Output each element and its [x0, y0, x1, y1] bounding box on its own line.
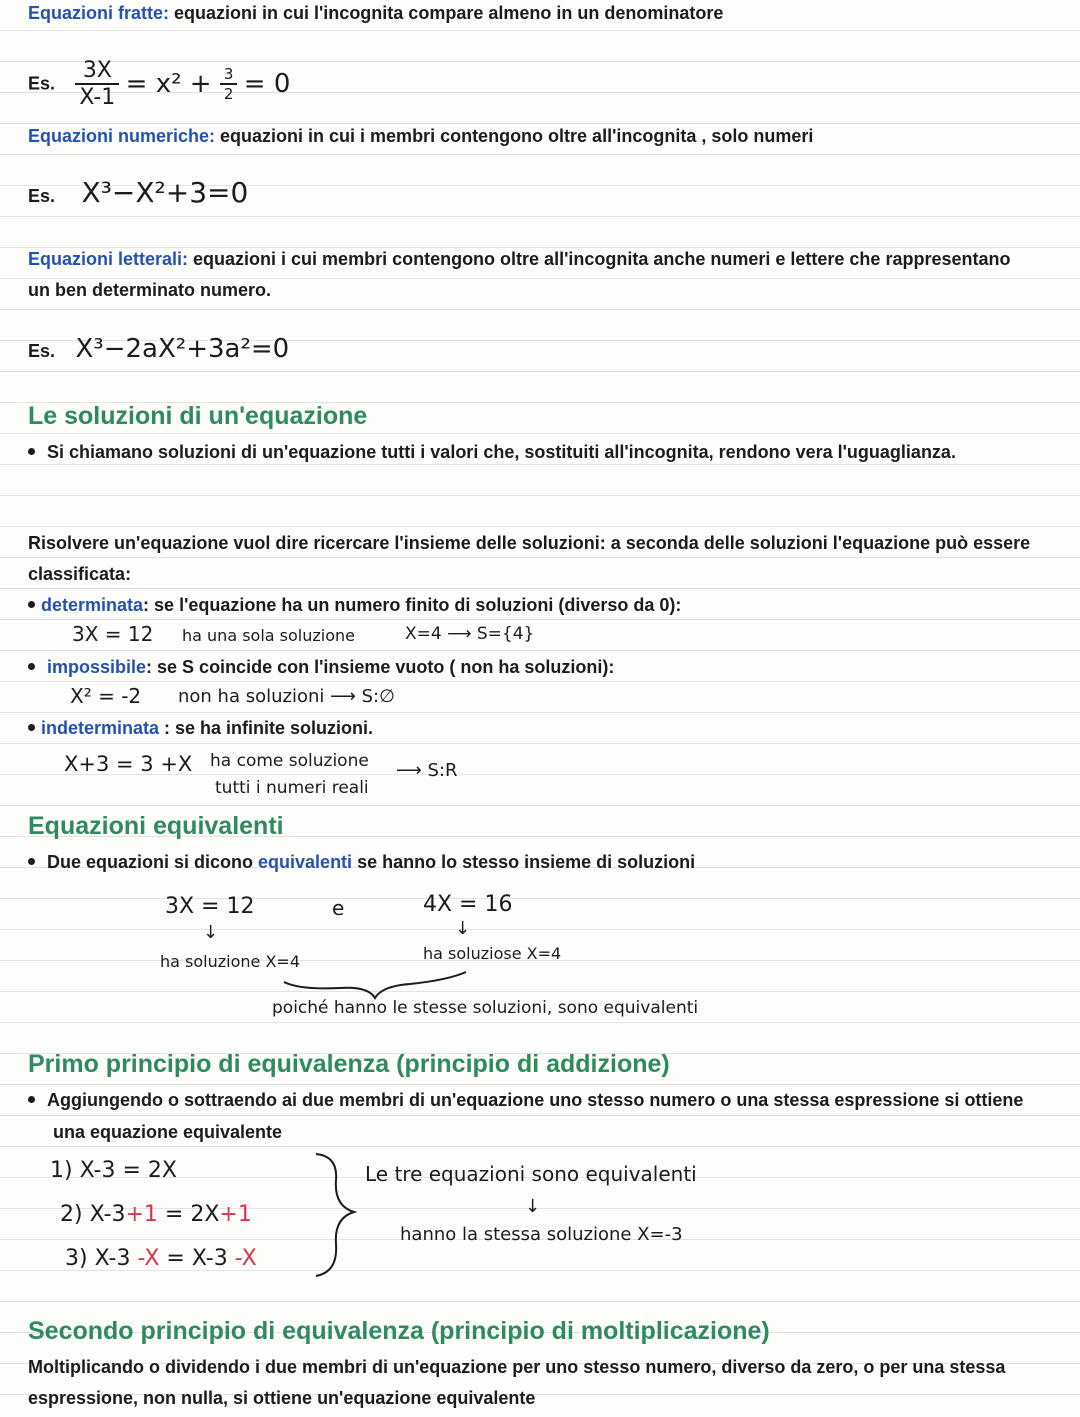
determinata-example: 3X = 12 — [72, 622, 154, 646]
determinata-result: X=4 ⟶ S={4} — [405, 624, 535, 644]
letterali-term: Equazioni letterali: — [28, 249, 189, 269]
bullet-dot — [28, 601, 35, 608]
primo-note-2: hanno la stessa soluzione X=-3 — [400, 1224, 683, 1245]
fratte-example: Es. $\frac{3X}{X-1}$ = x² + $\frac{3}{2}$ = 0 — [28, 58, 291, 110]
primo-eq1: 1) X-3 = 2X — [50, 1158, 177, 1183]
bullet-dot — [28, 1096, 35, 1103]
numeriche-definition: Equazioni numeriche: equazioni in cui i membri contengono oltre all'incognita , solo numeri — [28, 126, 814, 146]
down-arrow-icon: ↓ — [203, 922, 219, 943]
indeterminata-example: X+3 = 3 +X — [64, 752, 193, 776]
numeriche-term: Equazioni numeriche: — [28, 126, 216, 146]
heading-soluzioni: Le soluzioni di un'equazione — [28, 402, 368, 430]
letterali-example: Es. X³−2aX²+3a²=0 — [28, 334, 290, 364]
indeterminata-note-2: tutti i numeri reali — [215, 778, 369, 798]
indeterminata-note-1: ha come soluzione — [210, 751, 369, 771]
fraction-3-over-2: $\frac{3}{2}$ — [220, 65, 238, 103]
numeriche-example: Es. X³−X²+3=0 — [28, 176, 249, 209]
equivalenti-and: e — [332, 896, 345, 920]
risolvere-para-2: classificata: — [28, 564, 132, 584]
determinata-item: determinata: se l'equazione ha un numero finito di soluzioni (diverso da 0): — [28, 595, 681, 616]
heading-primo-principio: Primo principio di equivalenza (principio di addizione) — [28, 1050, 670, 1078]
secondo-para-2: espressione, non nulla, si ottiene un'equazione equivalente — [28, 1388, 536, 1408]
fratte-definition: Equazioni fratte: equazioni in cui l'incognita compare almeno in un denominatore — [28, 3, 724, 23]
impossibile-example: X² = -2 — [70, 684, 142, 708]
letterali-definition-line2: un ben determinato numero. — [28, 280, 272, 300]
primo-eq3: 3) X-3 -X = X-3 -X — [65, 1246, 257, 1271]
bullet-dot — [28, 724, 35, 731]
curly-brace-icon — [280, 968, 470, 1002]
bullet-dot — [28, 448, 35, 455]
down-arrow-icon: ↓ — [525, 1196, 541, 1217]
equivalenti-sol1: ha soluzione X=4 — [160, 952, 300, 971]
down-arrow-icon: ↓ — [455, 918, 471, 939]
heading-equivalenti: Equazioni equivalenti — [28, 812, 284, 840]
fratte-term: Equazioni fratte: — [28, 3, 170, 23]
determinata-note: ha una sola soluzione — [182, 626, 355, 645]
primo-note-1: Le tre equazioni sono equivalenti — [365, 1162, 697, 1186]
indeterminata-result: ⟶ S:R — [396, 760, 458, 781]
bullet-dot — [28, 858, 35, 865]
risolvere-para: Risolvere un'equazione vuol dire ricercare l'insieme delle soluzioni: a seconda delle soluzioni l'equazione può essere — [28, 533, 1031, 553]
impossibile-note: non ha soluzioni ⟶ S:∅ — [178, 686, 395, 707]
primo-bullet-line2: una equazione equivalente — [53, 1122, 283, 1142]
fraction-3x-over-x-1: $\frac{3X}{X-1}$ — [75, 58, 119, 110]
secondo-para: Moltiplicando o dividendo i due membri di un'equazione per uno stesso numero, diverso da zero, o per una stessa — [28, 1357, 1006, 1377]
primo-bullet: Aggiungendo o sottraendo ai due membri di un'equazione uno stesso numero o una stessa espressione si ottiene — [28, 1090, 1023, 1111]
bullet-dot — [28, 663, 35, 670]
equivalenti-bullet: Due equazioni si dicono equivalenti se hanno lo stesso insieme di soluzioni — [28, 852, 695, 873]
indeterminata-item: indeterminata : se ha infinite soluzioni. — [28, 718, 373, 739]
impossibile-item: impossibile: se S coincide con l'insieme vuoto ( non ha soluzioni): — [28, 657, 614, 678]
primo-eq2: 2) X-3+1 = 2X+1 — [60, 1202, 252, 1227]
equivalenti-eq1: 3X = 12 — [165, 894, 255, 919]
right-brace-icon — [310, 1150, 360, 1280]
letterali-definition: Equazioni letterali: equazioni i cui membri contengono oltre all'incognita anche numeri e lettere che rappresentano — [28, 249, 1011, 269]
soluzioni-bullet: Si chiamano soluzioni di un'equazione tutti i valori che, sostituiti all'incognita, rendono vera l'uguaglianza. — [28, 442, 956, 463]
equivalenti-conclusion: poiché hanno le stesse soluzioni, sono equivalenti — [272, 998, 699, 1018]
equivalenti-eq2: 4X = 16 — [423, 892, 513, 917]
equivalenti-sol2: ha soluziose X=4 — [423, 944, 562, 963]
heading-secondo-principio: Secondo principio di equivalenza (principio di moltiplicazione) — [28, 1317, 770, 1345]
